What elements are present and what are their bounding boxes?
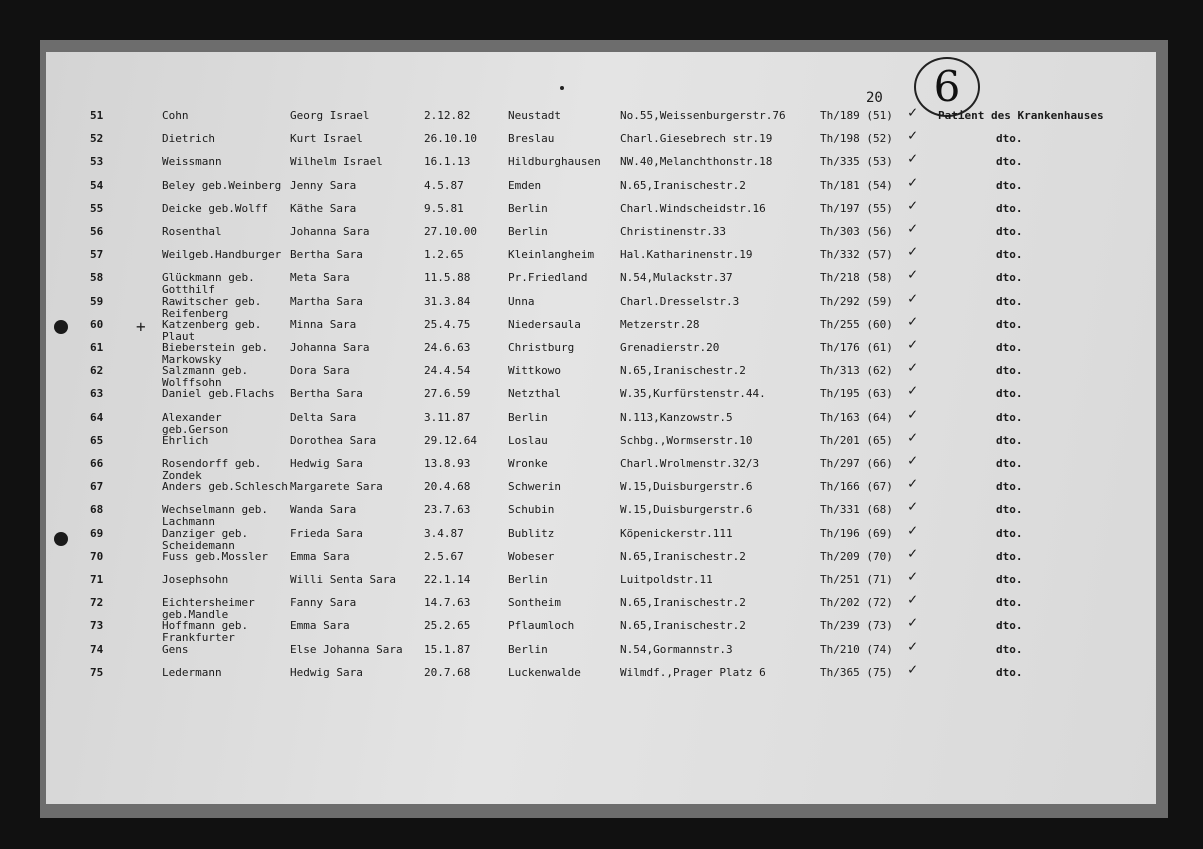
table-row	[46, 288, 1156, 320]
transport-number: Th/198 (52)	[820, 132, 893, 146]
transport-number: Th/251 (71)	[820, 573, 893, 586]
birth-place: Wobeser	[508, 549, 555, 563]
transport-number: Th/303 (56)	[820, 225, 893, 238]
check-mark-icon: ✓	[908, 219, 918, 237]
table-row	[46, 659, 1156, 689]
check-mark-icon: ✓	[908, 427, 918, 446]
first-name: Fanny Sara	[290, 596, 357, 610]
note: dto.	[996, 457, 1023, 470]
row-number: 75	[90, 665, 104, 679]
birth-date: 24.4.54	[424, 364, 471, 378]
check-mark-icon: ✓	[908, 358, 918, 377]
transport-number: Th/163 (64)	[820, 410, 893, 424]
cross-mark: +	[136, 317, 146, 336]
table-row	[46, 427, 1156, 457]
address: N.65,Iranischestr.2	[620, 619, 746, 633]
table-row	[46, 265, 1156, 297]
transport-number: Th/297 (66)	[820, 457, 893, 470]
row-number: 54	[90, 178, 104, 192]
address: Charl.Dresselstr.3	[620, 294, 740, 308]
address: W.35,Kurfürstenstr.44.	[620, 387, 766, 401]
document-sheet	[46, 52, 1156, 804]
check-mark-icon: ✓	[908, 404, 918, 423]
row-number: 74	[90, 642, 104, 656]
table-row	[46, 636, 1156, 666]
address: N.54,Mulackstr.37	[620, 271, 733, 285]
note: dto.	[996, 225, 1023, 238]
birth-date: 27.6.59	[424, 387, 471, 401]
birth-place: Berlin	[508, 201, 548, 215]
birth-place: Luckenwalde	[508, 665, 581, 679]
transport-number: Th/209 (70)	[820, 549, 893, 563]
birth-date: 22.1.14	[424, 573, 471, 586]
transport-number: Th/176 (61)	[820, 341, 893, 354]
birth-date: 27.10.00	[424, 225, 477, 238]
birth-date: 9.5.81	[424, 201, 464, 215]
note: dto.	[996, 433, 1023, 447]
first-name: Jenny Sara	[290, 178, 357, 192]
birth-place: Kleinlangheim	[508, 248, 595, 262]
birth-date: 3.11.87	[424, 410, 471, 424]
birth-place: Schwerin	[508, 480, 561, 494]
birth-date: 15.1.87	[424, 642, 471, 656]
check-mark-icon: ✓	[908, 288, 918, 307]
row-number: 61	[90, 341, 104, 354]
row-number: 71	[90, 573, 104, 586]
last-name: Danziger geb. Scheidemann	[162, 526, 249, 552]
transport-number: Th/166 (67)	[820, 480, 893, 494]
first-name: Minna Sara	[290, 317, 357, 331]
table-row	[46, 242, 1156, 271]
first-name: Dorothea Sara	[290, 433, 377, 447]
birth-place: Hildburghausen	[508, 155, 601, 169]
check-mark-icon: ✓	[908, 172, 918, 191]
note: dto.	[996, 178, 1023, 192]
note: dto.	[996, 596, 1023, 610]
birth-date: 13.8.93	[424, 457, 471, 470]
address: N.65,Iranischestr.2	[620, 178, 746, 192]
table-row	[46, 195, 1156, 225]
address: N.65,Iranischestr.2	[620, 364, 746, 378]
last-name: Weissmann	[162, 155, 222, 169]
first-name: Hedwig Sara	[290, 457, 363, 470]
check-mark-icon: ✓	[908, 659, 918, 678]
birth-date: 20.4.68	[424, 480, 471, 494]
birth-date: 16.1.13	[424, 155, 471, 169]
row-number: 70	[90, 549, 104, 563]
birth-place: Loslau	[508, 433, 548, 447]
address: N.65,Iranischestr.2	[620, 549, 746, 563]
first-name: Else Johanna Sara	[290, 642, 403, 656]
birth-date: 29.12.64	[424, 433, 477, 447]
table-row	[46, 103, 1156, 132]
first-name: Hedwig Sara	[290, 665, 363, 679]
check-mark-icon: ✓	[908, 195, 918, 214]
note: dto.	[996, 619, 1023, 633]
note: dto.	[996, 201, 1023, 215]
folio-marker: 6	[914, 57, 980, 117]
birth-date: 2.12.82	[424, 109, 471, 122]
last-name: Glückmann geb. Gotthilf	[162, 271, 255, 297]
address: Metzerstr.28	[620, 317, 700, 331]
note: dto.	[996, 132, 1023, 146]
birth-place: Neustadt	[508, 109, 561, 122]
last-name: Beley geb.Weinberg	[162, 178, 282, 192]
address: Grenadierstr.20	[620, 341, 720, 354]
birth-place: Wronke	[508, 457, 548, 470]
birth-place: Berlin	[508, 573, 548, 586]
first-name: Dora Sara	[290, 364, 350, 378]
check-mark-icon: ✓	[908, 242, 918, 261]
note: dto.	[996, 549, 1023, 563]
first-name: Margarete Sara	[290, 480, 383, 494]
birth-place: Sontheim	[508, 596, 561, 610]
transport-number: Th/181 (54)	[820, 178, 893, 192]
table-row	[46, 613, 1156, 645]
row-number: 73	[90, 619, 104, 633]
row-number: 64	[90, 410, 104, 424]
birth-date: 26.10.10	[424, 132, 477, 146]
note: dto.	[996, 387, 1023, 401]
row-number: 57	[90, 248, 104, 262]
transport-number: Th/365 (75)	[820, 665, 893, 679]
address: N.54,Gormannstr.3	[620, 642, 733, 656]
address: Charl.Wrolmenstr.32/3	[620, 457, 760, 470]
check-mark-icon: ✓	[908, 497, 918, 516]
last-name: Salzmann geb. Wolffsohn	[162, 364, 249, 390]
address: Hal.Katharinenstr.19	[620, 248, 753, 262]
transport-number: Th/255 (60)	[820, 317, 893, 331]
address: N.65,Iranischestr.2	[620, 596, 746, 610]
table-row	[46, 172, 1156, 202]
check-mark-icon: ✓	[908, 474, 918, 493]
transport-number: Th/210 (74)	[820, 642, 893, 656]
address: N.113,Kanzowstr.5	[620, 410, 733, 424]
note: dto.	[996, 503, 1023, 517]
check-mark-icon: ✓	[908, 520, 918, 539]
transport-number: Th/332 (57)	[820, 248, 893, 262]
birth-place: Emden	[508, 178, 542, 192]
last-name: Cohn	[162, 109, 189, 122]
first-name: Emma Sara	[290, 619, 350, 633]
note: dto.	[996, 341, 1023, 354]
birth-date: 3.4.87	[424, 526, 464, 540]
table-row	[46, 126, 1156, 155]
address: Charl.Giesebrech str.19	[620, 132, 773, 146]
first-name: Emma Sara	[290, 549, 350, 563]
note: dto.	[996, 573, 1023, 586]
row-number: 68	[90, 503, 104, 517]
last-name: Anders geb.Schlesch	[162, 480, 288, 494]
last-name: Rosendorff geb. Zondek	[162, 457, 262, 482]
note: dto.	[996, 248, 1023, 262]
check-mark-icon: ✓	[908, 543, 918, 562]
first-name: Johanna Sara	[290, 225, 370, 238]
row-number: 62	[90, 364, 104, 378]
first-name: Meta Sara	[290, 271, 350, 285]
last-name: Ledermann	[162, 665, 222, 679]
note: dto.	[996, 271, 1023, 285]
last-name: Weilgeb.Handburger	[162, 248, 282, 262]
first-name: Delta Sara	[290, 410, 357, 424]
last-name: Rawitscher geb. Reifenberg	[162, 294, 262, 320]
row-number: 67	[90, 480, 104, 494]
transport-number: Th/218 (58)	[820, 271, 893, 285]
first-name: Martha Sara	[290, 294, 363, 308]
transport-number: Th/313 (62)	[820, 364, 893, 378]
ink-dot	[560, 86, 564, 90]
birth-date: 2.5.67	[424, 549, 464, 563]
birth-place: Wittkowo	[508, 364, 561, 378]
check-mark-icon: ✓	[908, 636, 918, 655]
table-row	[46, 404, 1156, 436]
check-mark-icon: ✓	[908, 335, 918, 353]
note: dto.	[996, 364, 1023, 378]
birth-place: Breslau	[508, 132, 555, 146]
transport-number: Th/189 (51)	[820, 109, 893, 122]
transport-number: Th/197 (55)	[820, 201, 893, 215]
transport-number: Th/331 (68)	[820, 503, 893, 517]
transport-number: Th/196 (69)	[820, 526, 893, 540]
birth-place: Netzthal	[508, 387, 561, 401]
birth-date: 20.7.68	[424, 665, 471, 679]
birth-date: 25.2.65	[424, 619, 471, 633]
last-name: Daniel geb.Flachs	[162, 387, 275, 401]
first-name: Frieda Sara	[290, 526, 363, 540]
last-name: Katzenberg geb. Plaut	[162, 317, 262, 343]
first-name: Bertha Sara	[290, 387, 363, 401]
birth-date: 24.6.63	[424, 341, 471, 354]
transport-number: Th/195 (63)	[820, 387, 893, 401]
address: No.55,Weissenburgerstr.76	[620, 109, 786, 122]
table-row	[46, 497, 1156, 529]
check-mark-icon: ✓	[908, 381, 918, 400]
address: Wilmdf.,Prager Platz 6	[620, 665, 766, 679]
birth-place: Unna	[508, 294, 535, 308]
last-name: Rosenthal	[162, 225, 222, 238]
first-name: Georg Israel	[290, 109, 370, 122]
table-row	[46, 474, 1156, 503]
note: dto.	[996, 155, 1023, 169]
birth-date: 1.2.65	[424, 248, 464, 262]
check-mark-icon: ✓	[908, 567, 918, 585]
table-row	[46, 149, 1156, 178]
birth-date: 23.7.63	[424, 503, 471, 517]
table-row	[46, 335, 1156, 366]
first-name: Wanda Sara	[290, 503, 357, 517]
first-name: Willi Senta Sara	[290, 573, 396, 586]
row-number: 65	[90, 433, 104, 447]
row-number: 59	[90, 294, 104, 308]
row-number: 51	[90, 109, 104, 122]
table-row	[46, 451, 1156, 482]
last-name: Dietrich	[162, 132, 215, 146]
address: NW.40,Melanchthonstr.18	[620, 155, 773, 169]
last-name: Gens	[162, 642, 189, 656]
last-name: Fuss geb.Mossler	[162, 549, 268, 563]
check-mark-icon: ✓	[908, 590, 918, 609]
last-name: Eichtersheimer geb.Mandle	[162, 596, 255, 622]
row-number: 60	[90, 317, 104, 331]
note: dto.	[996, 317, 1023, 331]
row-number: 66	[90, 457, 104, 470]
birth-place: Berlin	[508, 642, 548, 656]
check-mark-icon: ✓	[908, 103, 918, 121]
row-number: 58	[90, 271, 104, 285]
transport-number: Th/239 (73)	[820, 619, 893, 633]
transport-number: Th/201 (65)	[820, 433, 893, 447]
table-row	[46, 311, 1156, 343]
first-name: Wilhelm Israel	[290, 155, 383, 169]
address: W.15,Duisburgerstr.6	[620, 503, 753, 517]
table-row	[46, 590, 1156, 622]
last-name: Bieberstein geb. Markowsky	[162, 341, 268, 366]
last-name: Josephsohn	[162, 573, 229, 586]
note: dto.	[996, 480, 1023, 494]
birth-place: Christburg	[508, 341, 575, 354]
first-name: Kurt Israel	[290, 132, 363, 146]
birth-place: Bublitz	[508, 526, 555, 540]
row-number: 56	[90, 225, 104, 238]
note: dto.	[996, 665, 1023, 679]
birth-date: 25.4.75	[424, 317, 471, 331]
address: Christinenstr.33	[620, 225, 726, 238]
check-mark-icon: ✓	[908, 265, 918, 284]
table-row	[46, 567, 1156, 596]
address: Charl.Windscheidstr.16	[620, 201, 766, 215]
last-name: Alexander geb.Gerson	[162, 410, 229, 436]
birth-place: Berlin	[508, 225, 548, 238]
row-number: 53	[90, 155, 104, 169]
birth-place: Berlin	[508, 410, 548, 424]
note: dto.	[996, 410, 1023, 424]
note: Patient des Krankenhauses	[938, 109, 1104, 122]
birth-place: Pflaumloch	[508, 619, 575, 633]
birth-place: Pr.Friedland	[508, 271, 588, 285]
first-name: Johanna Sara	[290, 341, 370, 354]
transport-number: Th/202 (72)	[820, 596, 893, 610]
table-row	[46, 219, 1156, 248]
address: Luitpoldstr.11	[620, 573, 713, 586]
page-number: 20	[866, 90, 883, 106]
note: dto.	[996, 526, 1023, 540]
last-name: Ehrlich	[162, 433, 209, 447]
check-mark-icon: ✓	[908, 311, 918, 330]
birth-place: Niedersaula	[508, 317, 581, 331]
note: dto.	[996, 294, 1023, 308]
last-name: Wechselmann geb. Lachmann	[162, 503, 268, 529]
first-name: Bertha Sara	[290, 248, 363, 262]
row-number: 69	[90, 526, 104, 540]
note: dto.	[996, 642, 1023, 656]
address: Köpenickerstr.111	[620, 526, 733, 540]
row-number: 72	[90, 596, 104, 610]
address: W.15,Duisburgerstr.6	[620, 480, 753, 494]
address: Schbg.,Wormserstr.10	[620, 433, 753, 447]
birth-date: 11.5.88	[424, 271, 471, 285]
table-row	[46, 520, 1156, 552]
last-name: Deicke geb.Wolff	[162, 201, 268, 215]
check-mark-icon: ✓	[908, 613, 918, 632]
row-number: 63	[90, 387, 104, 401]
birth-place: Schubin	[508, 503, 555, 517]
first-name: Käthe Sara	[290, 201, 357, 215]
check-mark-icon: ✓	[908, 451, 918, 469]
row-number: 55	[90, 201, 104, 215]
table-row	[46, 358, 1156, 390]
check-mark-icon: ✓	[908, 126, 918, 145]
birth-date: 14.7.63	[424, 596, 471, 610]
birth-date: 31.3.84	[424, 294, 471, 308]
transport-number: Th/292 (59)	[820, 294, 893, 308]
table-row	[46, 543, 1156, 573]
transport-number: Th/335 (53)	[820, 155, 893, 169]
check-mark-icon: ✓	[908, 149, 918, 168]
table-row	[46, 381, 1156, 410]
birth-date: 4.5.87	[424, 178, 464, 192]
row-number: 52	[90, 132, 104, 146]
last-name: Hoffmann geb. Frankfurter	[162, 619, 249, 645]
